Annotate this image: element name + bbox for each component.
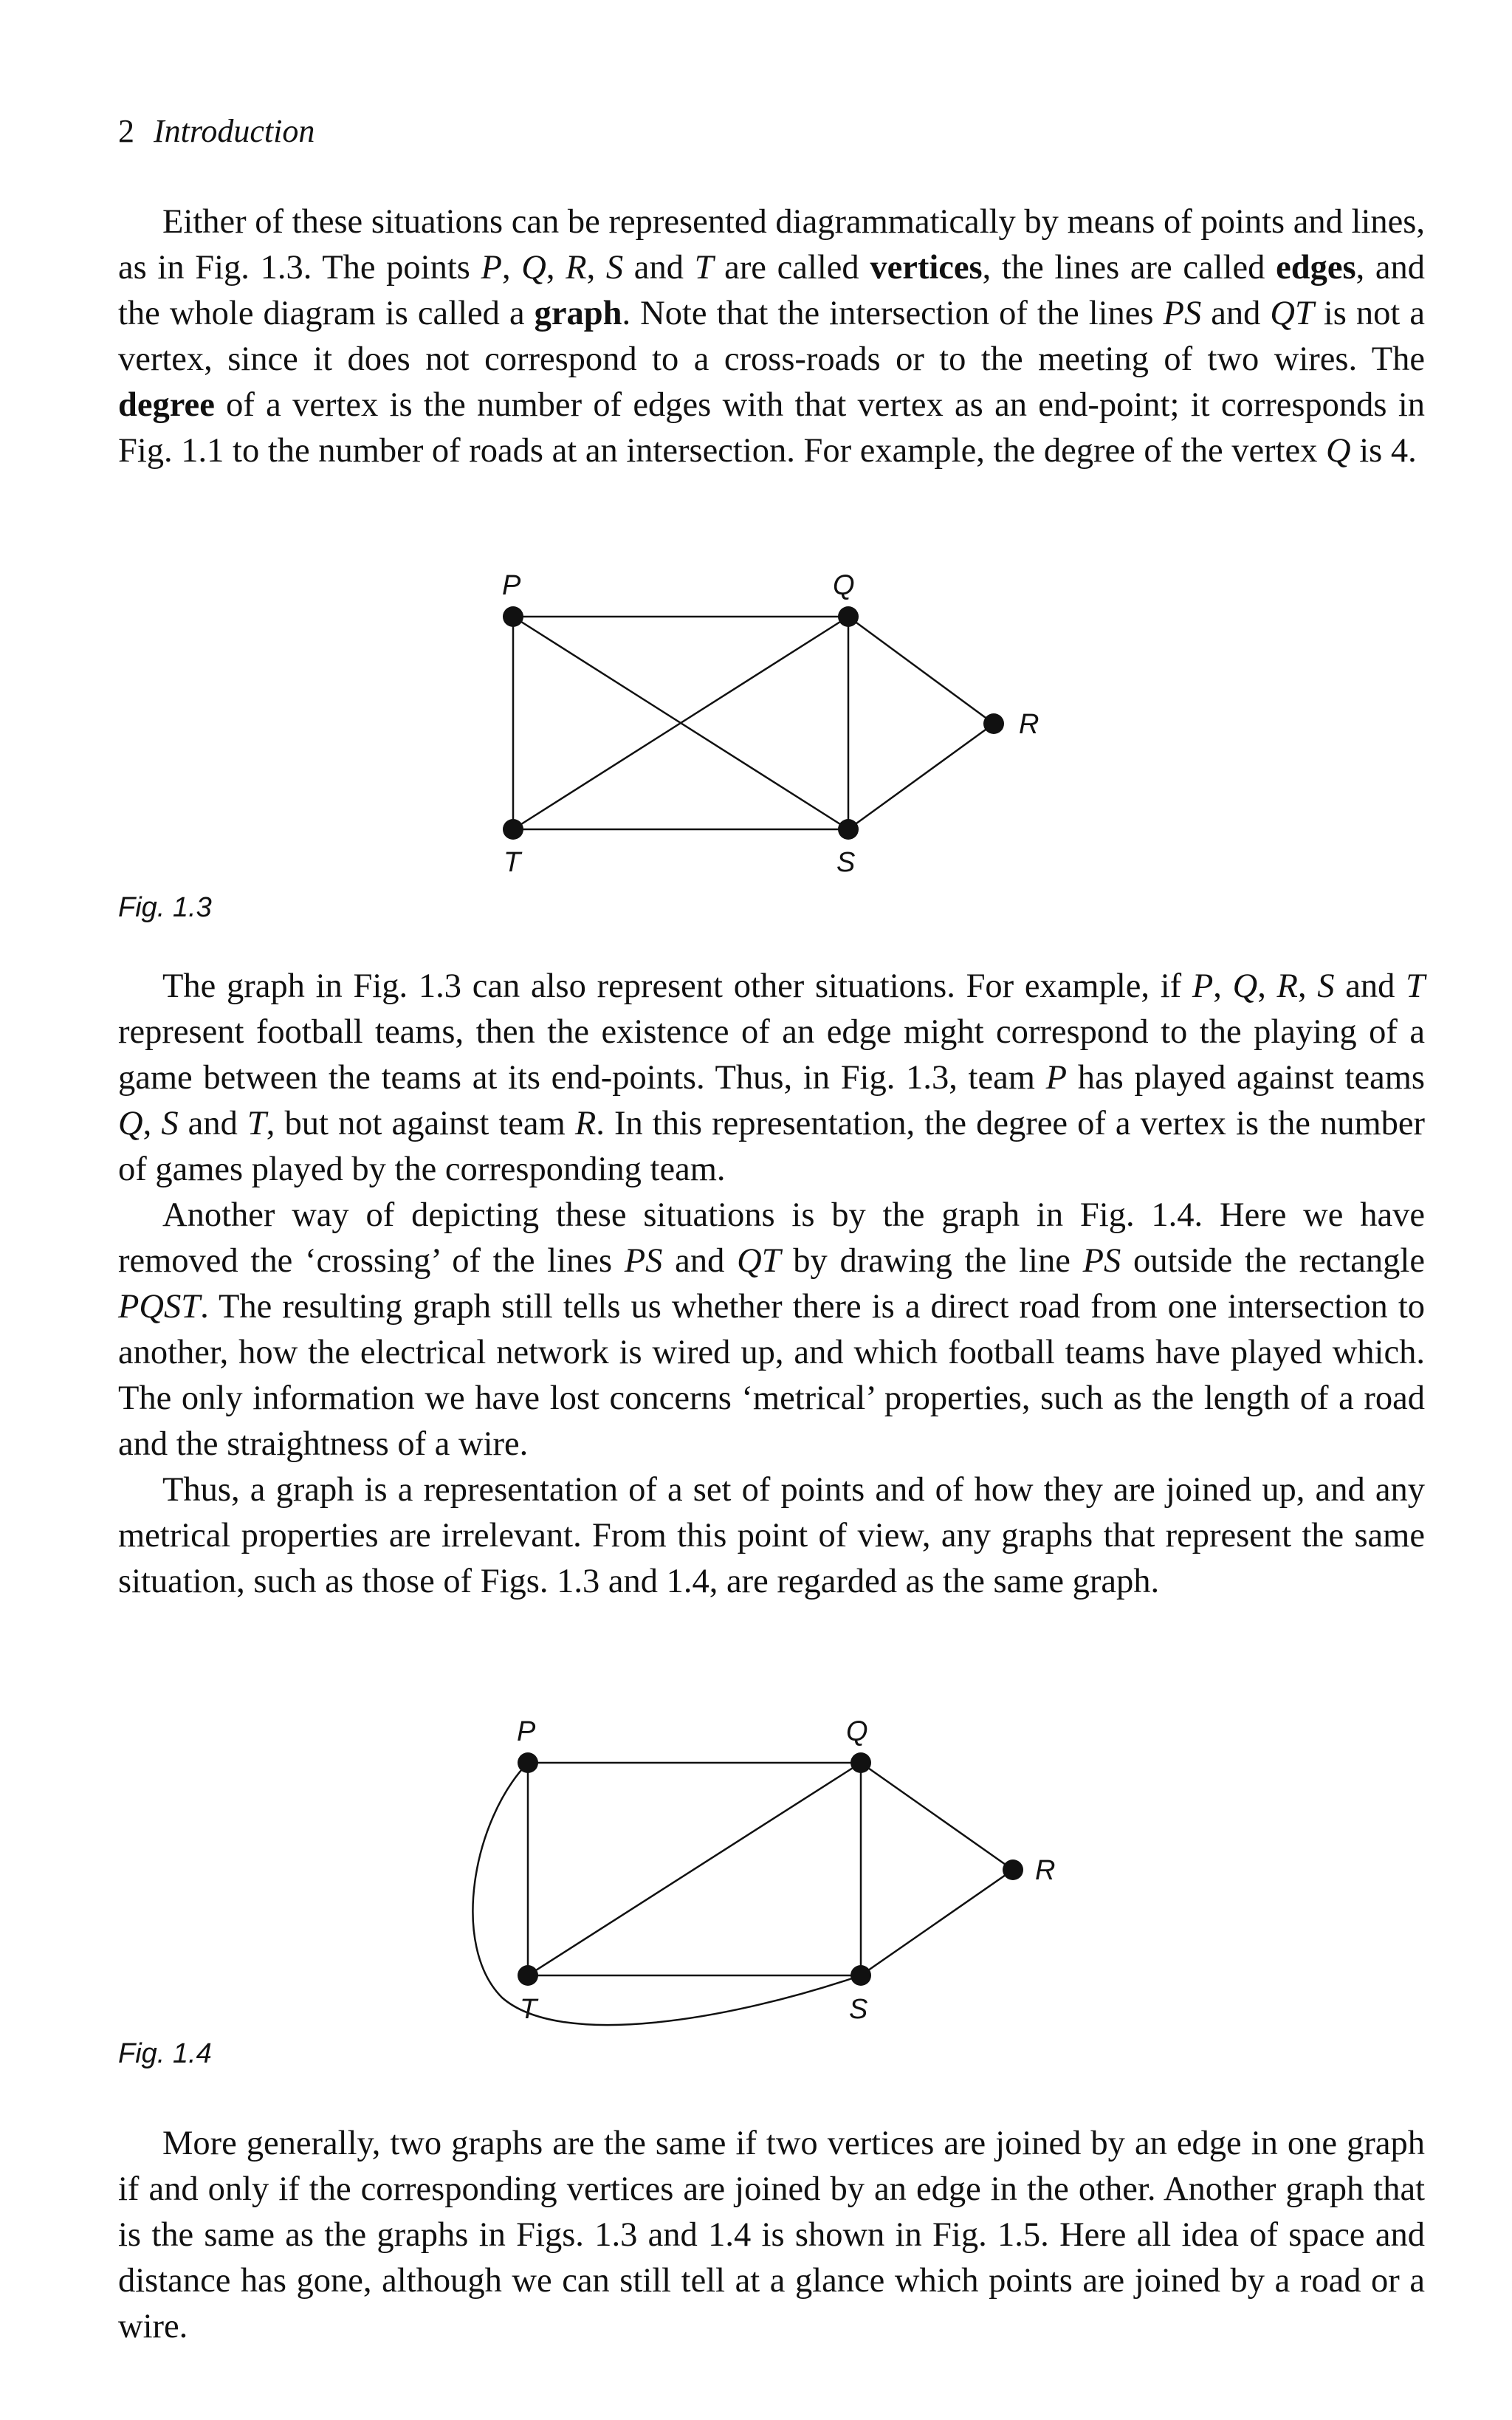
paragraph-same-graph: More generally, two graphs are the same if two vertices are joined by an edge in one graph if and only if the corresponding vertices are joined by an edge in the other. Another graph that is the same as the graphs in Figs. 1.3 and 1.4 is shown in Fig. 1.5. Here all idea of space and distance has gone, although we can still tell at a glance which points are joined by a road or a wire. [118,2125,1425,2345]
vertex-label-t: T [504,847,521,878]
edge-ps-outside [472,1763,861,2025]
vertex-s [838,819,859,840]
vertex-label-r: R [1019,709,1040,740]
figure-caption: Fig. 1.4 [118,2038,212,2069]
term-degree: degree [118,386,215,424]
running-head [118,109,315,154]
vertex-label-q: Q [846,1716,868,1747]
vertex-r [1003,1859,1023,1880]
vertex-s [850,1965,871,1986]
text-block-final [118,2121,1425,2350]
page-number: 2 [118,113,134,149]
vertex-t [503,819,523,840]
edge-qt [528,1763,861,1975]
vertex-label-p: P [502,570,521,601]
vertex-label-s: S [836,847,856,878]
vertex-label-t: T [520,1994,537,2025]
graph-diagram-1-3 [0,558,1512,927]
text-block-intro [118,199,1425,474]
text-block-middle [118,964,1425,1605]
vertex-r [983,713,1004,734]
vertex-p [518,1752,538,1773]
vertex-p [503,606,523,627]
vertex-t [518,1965,538,1986]
vertex-q [850,1752,871,1773]
edge-qr [848,617,994,724]
edge-qr [861,1763,1013,1870]
figure-1-4 [0,1702,1512,2069]
vertex-label-q: Q [833,570,855,601]
figure-caption: Fig. 1.3 [118,892,212,923]
paragraph-football-teams: The graph in Fig. 1.3 can also represent other situations. For example, if P, Q, R, S and T represent football teams, then the existence of an edge might correspond to the playing of a game between the teams at its end-points. Thus, in Fig. 1.3, team P has played against teams Q, S and T, but not against team R. In this representation, the degree of a vertex is the number of games played by the corresponding team. [118,967,1426,1188]
paragraph-representation: Thus, a graph is a representation of a set of points and of how they are joined up, and any metrical properties are irrelevant. From this point of view, any graphs that represent the same situation, such as those of Figs. 1.3 and 1.4, are regarded as the same graph. [118,1471,1425,1600]
vertex-label-s: S [849,1994,868,2025]
paragraph-graph-definition: Either of these situations can be represented diagrammatically by means of points and lines, as in Fig. 1.3. The points P, Q, R, S and T are called vertices, the lines are called edges, and the whole diagram is called a graph. Note that the intersection of the lines PS and QT is not a vertex, since it does not correspond to a cross-roads or to the meeting of two wires. The degree of a vertex is the number of edges with that vertex as an end-point; it corresponds in Fig. 1.1 to the number of roads at an intersection. For example, the degree of the vertex Q is 4. [118,203,1426,470]
term-edges: edges [1276,249,1356,287]
running-title: Introduction [154,113,315,149]
graph-diagram-1-4 [0,1702,1512,2049]
term-vertices: vertices [870,249,983,287]
paragraph-crossing: Another way of depicting these situations is by the graph in Fig. 1.4. Here we have removed the ‘crossing’ of the lines PS and QT by drawing the line PS outside the rectangle PQST. The resulting graph still tells us whether there is a direct road from one intersection to another, how the electrical network is wired up, and which football teams have played which. The only information we have lost concerns ‘metrical’ properties, such as the length of a road and the straightness of a wire. [118,1196,1425,1463]
vertex-label-r: R [1035,1855,1056,1886]
edge-rs [848,724,994,829]
figure-1-3 [0,558,1512,927]
term-graph: graph [534,295,622,332]
vertex-label-p: P [517,1716,536,1747]
vertex-q [838,606,859,627]
edge-rs [861,1870,1013,1975]
